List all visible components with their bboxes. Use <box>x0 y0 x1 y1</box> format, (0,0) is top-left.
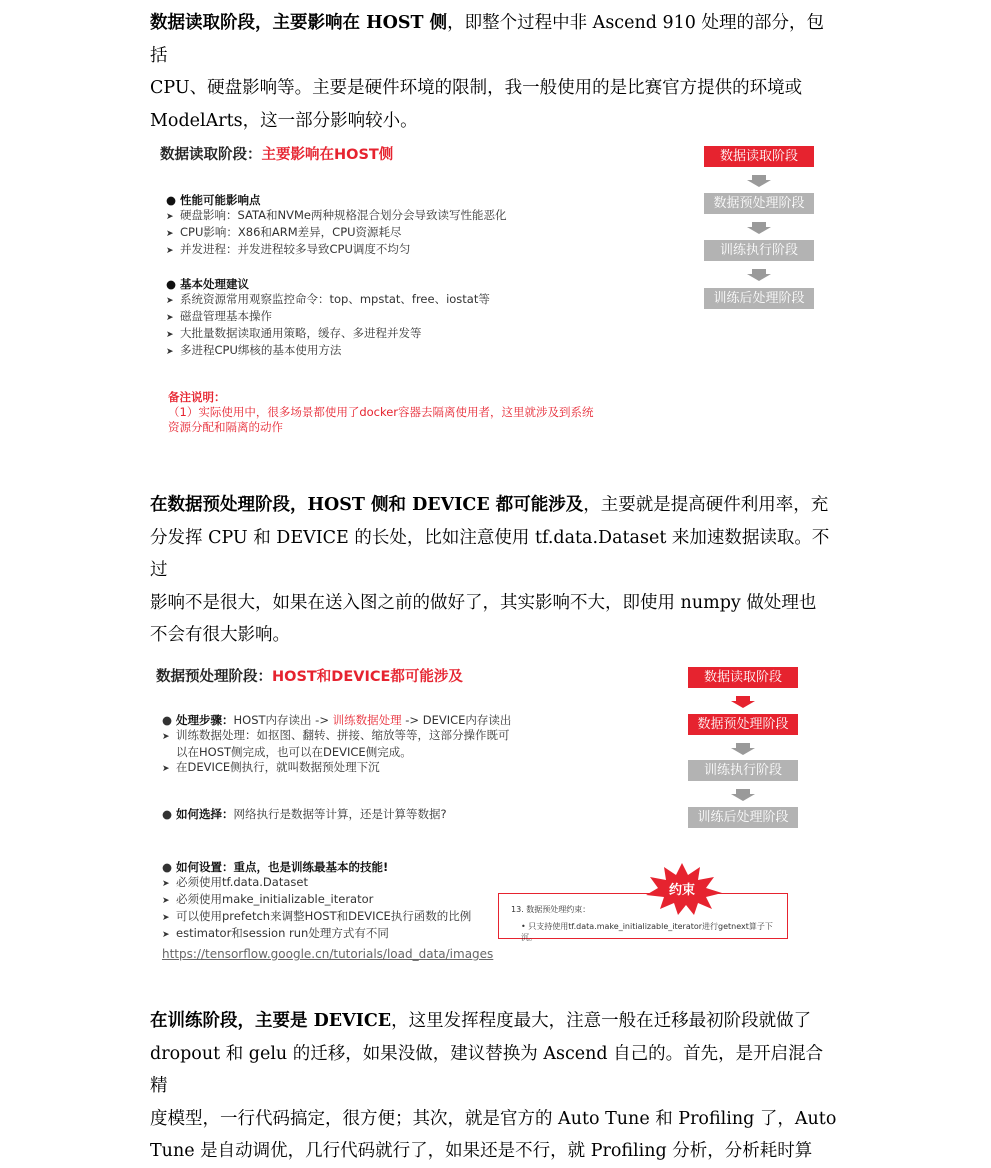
paragraph-text: ，即整个过程中非 Ascend 910 处理的部分，包括 <box>150 13 824 66</box>
paragraph-text: Tune 是自动调优，几行代码就行了，如果还是不行，就 Profiling 分析，分析耗时算 <box>150 1141 813 1161</box>
stage-training: 训练执行阶段 <box>688 760 798 781</box>
bullet-icon: ● <box>166 193 177 207</box>
arrow-bullet-icon: ➤ <box>166 313 174 323</box>
arrow-bullet-icon: ➤ <box>166 330 174 340</box>
stage-preprocessing: 数据预处理阶段 <box>688 714 798 735</box>
section-heading: 性能可能影响点 <box>180 193 261 207</box>
section-heading: 如何选择： <box>176 807 234 821</box>
list-item: 磁盘管理基本操作 <box>180 309 272 323</box>
step-text: -> DEVICE内存读出 <box>401 713 512 727</box>
paragraph-text: 度模型，一行代码搞定，很方便；其次，就是官方的 Auto Tune 和 Profiling 了，Auto <box>150 1108 837 1129</box>
choose-text: 网络执行是数据等计算，还是计算等数据? <box>233 807 447 821</box>
slide-title-prefix: 数据预处理阶段： <box>156 669 272 685</box>
list-item: estimator和session run处理方式有不同 <box>176 926 389 940</box>
arrow-bullet-icon: ➤ <box>166 212 174 222</box>
remark-heading: 备注说明： <box>168 390 226 404</box>
paragraph-text: dropout 和 gelu 的迁移，如果没做，建议替换为 Ascend 自己的。首先，是开启混合精 <box>150 1043 824 1096</box>
section-impact-points <box>166 193 646 259</box>
paragraph-data-reading <box>150 7 840 137</box>
paragraph-heading: 在数据预处理阶段，HOST 侧和 DEVICE 都可能涉及 <box>150 495 584 515</box>
slide-data-reading <box>148 135 838 455</box>
section-basic-suggestions <box>166 277 646 360</box>
arrow-bullet-icon: ➤ <box>162 896 170 906</box>
paragraph-heading: 在训练阶段，主要是 DEVICE <box>150 1011 392 1031</box>
list-item: 以在HOST侧完成，也可以在DEVICE侧完成。 <box>176 745 412 759</box>
arrow-bullet-icon: ➤ <box>166 246 174 256</box>
arrow-bullet-icon: ➤ <box>162 732 170 742</box>
section-heading: 基本处理建议 <box>180 277 249 291</box>
stage-data-reading: 数据读取阶段 <box>688 667 798 688</box>
paragraph-text: ，这里发挥程度最大，注意一般在迁移最初阶段就做了 <box>391 1011 812 1031</box>
remark-text: 资源分配和隔离的动作 <box>168 420 283 434</box>
slide-title <box>160 143 393 164</box>
paragraph-text: ，主要就是提高硬件利用率，充 <box>583 495 829 515</box>
bullet-icon: ● <box>162 860 173 874</box>
arrow-bullet-icon: ➤ <box>162 930 170 940</box>
slide-title-prefix: 数据读取阶段： <box>160 147 262 163</box>
arrow-bullet-icon: ➤ <box>162 879 170 889</box>
constraint-title: 13. 数据预处理约束： <box>511 905 591 914</box>
list-item: 必须使用make_initializable_iterator <box>176 892 374 906</box>
step-highlight: 训练数据处理 <box>332 713 402 727</box>
arrow-bullet-icon: ➤ <box>162 913 170 923</box>
step-text: HOST内存读出 -> <box>233 713 333 727</box>
list-item: 在DEVICE侧执行，就叫数据预处理下沉 <box>176 760 380 774</box>
bullet-icon: ● <box>166 277 177 291</box>
stage-data-reading: 数据读取阶段 <box>704 146 814 167</box>
paragraph-preprocessing <box>150 489 840 652</box>
slide-title-highlight: 主要影响在HOST侧 <box>261 147 394 163</box>
constraint-text: 只支持使用tf.data.make_initializable_iterator进行getnext算子下沉。 <box>521 922 773 942</box>
list-item: 必须使用tf.data.Dataset <box>176 875 308 889</box>
list-item: 系统资源常用观察监控命令：top、mpstat、free、iostat等 <box>180 292 490 306</box>
slide-preprocessing <box>148 655 838 970</box>
section-heading: 如何设置： <box>176 860 234 874</box>
arrow-bullet-icon: ➤ <box>166 229 174 239</box>
paragraph-text: 不会有很大影响。 <box>150 625 290 645</box>
tensorflow-doc-link[interactable]: https://tensorflow.google.cn/tutorials/load_data/images <box>162 947 494 961</box>
set-highlight: 重点，也是训练最基本的技能! <box>233 860 389 874</box>
bullet-icon: ● <box>162 713 173 727</box>
list-item: CPU影响：X86和ARM差异，CPU资源耗尽 <box>180 225 402 239</box>
paragraph-text: ModelArts，这一部分影响较小。 <box>150 110 418 131</box>
arrow-bullet-icon: ➤ <box>162 764 170 774</box>
section-how-to-choose <box>162 807 562 822</box>
list-item: 训练数据处理：如抠图、翻转、拼接、缩放等等，这部分操作既可 <box>176 728 510 742</box>
stage-training: 训练执行阶段 <box>704 240 814 261</box>
paragraph-text: 影响不是很大，如果在送入图之前的做好了，其实影响不大，即使用 numpy 做处理也 <box>150 592 817 613</box>
badge-label: 约束 <box>668 883 695 898</box>
arrow-bullet-icon: ➤ <box>166 347 174 357</box>
stage-postprocessing: 训练后处理阶段 <box>688 807 798 828</box>
paragraph-heading: 数据读取阶段，主要影响在 HOST 侧 <box>150 13 448 33</box>
remark-note <box>168 390 638 435</box>
list-item: 硬盘影响：SATA和NVMe两种规格混合划分会导致读写性能恶化 <box>180 208 507 222</box>
constraint-item <box>521 921 787 943</box>
paragraph-text: CPU、硬盘影响等。主要是硬件环境的限制，我一般使用的是比赛官方提供的环境或 <box>150 78 803 98</box>
remark-text: （1）实际使用中，很多场景都使用了docker容器去隔离使用者，这里就涉及到系统 <box>168 405 594 419</box>
bullet-icon: ● <box>162 807 173 821</box>
section-heading: 处理步骤： <box>176 713 234 727</box>
bullet-icon: • <box>521 922 529 931</box>
slide-title-highlight: HOST和DEVICE都可能涉及 <box>272 669 463 685</box>
stage-postprocessing: 训练后处理阶段 <box>704 288 814 309</box>
list-item: 多进程CPU绑核的基本使用方法 <box>180 343 342 357</box>
list-item: 可以使用prefetch来调整HOST和DEVICE执行函数的比例 <box>176 909 472 923</box>
list-item: 大批量数据读取通用策略，缓存、多进程并发等 <box>180 326 422 340</box>
slide-title <box>156 665 463 686</box>
paragraph-text: 分发挥 CPU 和 DEVICE 的长处，比如注意使用 tf.data.Dataset 来加速数据读取。不过 <box>150 527 830 580</box>
arrow-bullet-icon: ➤ <box>166 296 174 306</box>
paragraph-training <box>150 1005 840 1168</box>
stage-preprocessing: 数据预处理阶段 <box>704 193 814 214</box>
list-item: 并发进程：并发进程较多导致CPU调度不均匀 <box>180 242 411 256</box>
section-processing-steps <box>162 713 562 777</box>
